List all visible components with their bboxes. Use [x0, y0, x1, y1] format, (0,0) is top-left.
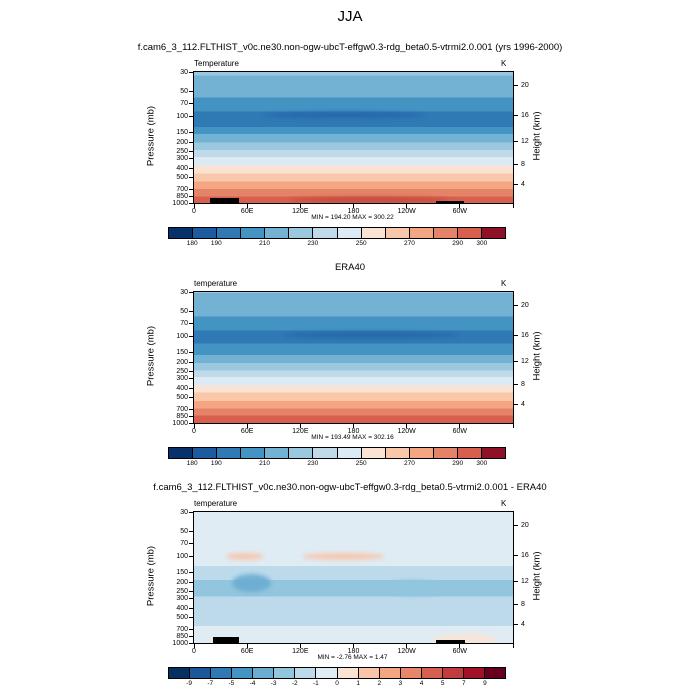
longitude-tick-label: 60E: [240, 208, 254, 215]
colorbar-box: [400, 668, 421, 678]
colorbar-difference: [168, 667, 506, 693]
height-tick-label: 12: [521, 578, 529, 585]
field-label: Temperature: [194, 59, 239, 68]
colorbar-box: [312, 448, 336, 458]
height-tick: [513, 335, 518, 336]
colorbar-box: [457, 228, 481, 238]
units-label: K: [501, 499, 507, 508]
panel-title: f.cam6_3_112.FLTHIST_v0c.ne30.non-ogw-ubcT-effgw0.3-rdg_beta0.5-vtrmi2.0.001 - ERA40: [153, 482, 547, 493]
colorbar-boxes: [168, 227, 506, 239]
colorbar-box: [337, 228, 361, 238]
pressure-tick-label: 70: [180, 540, 188, 548]
colorbar-box: [409, 228, 433, 238]
colorbar-tick-label: -1: [312, 680, 319, 687]
longitude-tick-label: 60E: [240, 428, 254, 435]
colorbar-tick-label: 190: [210, 240, 222, 247]
height-tick-label: 8: [521, 380, 525, 388]
height-tick-label: 20: [521, 302, 529, 310]
pressure-tick-label: 700: [176, 186, 188, 194]
longitude-tick-label: 0: [192, 648, 196, 655]
colorbar-box: [210, 668, 231, 678]
pressure-tick-label: 250: [176, 367, 188, 375]
pressure-tick: [189, 388, 194, 389]
pressure-tick: [189, 629, 194, 630]
pressure-tick-label: 1000: [172, 419, 188, 427]
colorbar-tick-label: -3: [270, 680, 277, 687]
colorbar-box: [264, 448, 288, 458]
pressure-tick: [189, 397, 194, 398]
pressure-tick: [189, 409, 194, 410]
colorbar-model: [168, 227, 506, 253]
pressure-axis-title: Pressure (mb): [145, 325, 157, 387]
pressure-tick: [189, 168, 194, 169]
height-tick: [513, 384, 518, 385]
pressure-axis-title: Pressure (mb): [145, 105, 157, 167]
height-tick-label: 4: [521, 401, 525, 409]
units-label: K: [501, 279, 507, 288]
surface-terrain-marker: [213, 637, 239, 643]
pressure-tick-label: 400: [176, 385, 188, 393]
colorbar-tick-label: 4: [419, 680, 424, 687]
anomaly-blob: [385, 580, 442, 596]
colorbar-box: [433, 228, 457, 238]
colorbar-tick-label: -4: [249, 680, 256, 687]
colorbar-box: [192, 448, 216, 458]
pressure-tick-label: 500: [176, 173, 188, 181]
colorbar-box: [169, 668, 189, 678]
pressure-tick: [189, 196, 194, 197]
pressure-tick: [189, 531, 194, 532]
colorbar-box: [231, 668, 252, 678]
pressure-tick-label: 50: [180, 527, 188, 535]
pressure-tick: [189, 72, 194, 73]
height-tick: [513, 555, 518, 556]
colorbar-tick-label: -5: [228, 680, 235, 687]
anomaly-blob: [232, 574, 270, 592]
units-label: K: [501, 59, 507, 68]
pressure-tick: [189, 177, 194, 178]
colorbar-tick-label: 5: [440, 680, 445, 687]
colorbar-box: [216, 228, 240, 238]
pressure-tick-label: 30: [180, 288, 188, 296]
pressure-tick-label: 30: [180, 508, 188, 516]
colorbar-box: [361, 448, 385, 458]
pressure-tick: [189, 189, 194, 190]
colorbar-box: [216, 448, 240, 458]
colorbar-box: [189, 668, 210, 678]
pressure-tick-label: 200: [176, 139, 188, 147]
colorbar-box: [433, 448, 457, 458]
anomaly-blob: [283, 332, 458, 338]
colorbar-tick-label: 290: [452, 460, 464, 467]
field-label: temperature: [194, 499, 238, 508]
longitude-tick-label: 0: [192, 208, 196, 215]
height-tick-label: 4: [521, 621, 525, 629]
colorbar-box: [169, 448, 192, 458]
longitude-tick-label: 120E: [292, 208, 309, 215]
plot-area-model: [172, 68, 529, 215]
colorbar-box: [315, 668, 336, 678]
contour-fill: [194, 292, 513, 423]
colorbar-tick-label: 180: [186, 240, 198, 247]
colorbar-tick-label: 290: [452, 240, 464, 247]
colorbar-box: [385, 228, 409, 238]
colorbar-tick-label: 270: [403, 460, 415, 467]
colorbar-box: [264, 228, 288, 238]
height-tick-label: 16: [521, 112, 529, 120]
pressure-tick: [189, 591, 194, 592]
longitude-tick-label: 60E: [240, 648, 254, 655]
colorbar-tick-label: 210: [259, 240, 270, 247]
pressure-tick-label: 200: [176, 359, 188, 367]
pressure-tick-label: 50: [180, 307, 188, 315]
pressure-tick-label: 100: [176, 333, 188, 341]
pressure-tick: [189, 142, 194, 143]
height-tick-label: 16: [521, 332, 529, 340]
colorbar-box: [337, 448, 361, 458]
pressure-tick: [189, 103, 194, 104]
colorbar-boxes: [168, 447, 506, 459]
anomaly-blob: [302, 553, 385, 560]
pressure-tick-label: 300: [176, 154, 188, 162]
pressure-tick: [189, 132, 194, 133]
pressure-tick-label: 150: [176, 128, 188, 136]
pressure-tick: [189, 556, 194, 557]
pressure-tick: [189, 352, 194, 353]
colorbar-tick-label: -7: [207, 680, 214, 687]
pressure-tick: [189, 323, 194, 324]
colorbar-tick-label: -9: [186, 680, 193, 687]
pressure-tick-label: 250: [176, 147, 188, 155]
height-tick: [513, 164, 518, 165]
pressure-tick-label: 700: [176, 406, 188, 414]
colorbar-box: [409, 448, 433, 458]
contour-fill: [194, 72, 513, 203]
min-max-stats: MIN = 193.49 MAX = 302.16: [311, 434, 394, 441]
pressure-tick: [189, 543, 194, 544]
height-tick: [513, 85, 518, 86]
min-max-stats: MIN = -2.76 MAX = 1.47: [317, 654, 388, 661]
panel-title: ERA40: [334, 262, 366, 273]
pressure-tick-label: 150: [176, 568, 188, 576]
pressure-tick: [189, 636, 194, 637]
pressure-tick: [189, 91, 194, 92]
pressure-tick-label: 850: [176, 193, 188, 201]
pressure-tick-label: 70: [180, 100, 188, 108]
pressure-tick-label: 50: [180, 87, 188, 95]
plot-area-difference: [172, 508, 529, 655]
anomaly-blob: [264, 112, 424, 118]
pressure-tick: [189, 116, 194, 117]
colorbar-box: [294, 668, 315, 678]
height-tick-label: 8: [521, 600, 525, 608]
height-tick-label: 8: [521, 160, 525, 168]
colorbar-tick-label: 180: [186, 460, 198, 467]
colorbar-box: [421, 668, 442, 678]
longitude-tick-label: 180: [347, 428, 360, 435]
colorbar-box: [379, 668, 400, 678]
pressure-tick: [189, 336, 194, 337]
pressure-tick: [189, 311, 194, 312]
colorbar-box: [288, 228, 312, 238]
pressure-tick-label: 70: [180, 320, 188, 328]
longitude-tick-label: 120E: [292, 648, 309, 655]
pressure-tick: [189, 292, 194, 293]
longitude-tick-label: 60W: [452, 208, 468, 215]
height-tick: [513, 525, 518, 526]
height-tick-label: 16: [521, 552, 529, 560]
plot-area-era40: [172, 288, 529, 435]
surface-terrain-marker: [210, 198, 239, 203]
pressure-tick-label: 500: [176, 393, 188, 401]
pressure-tick: [189, 158, 194, 159]
colorbar-box: [361, 228, 385, 238]
pressure-tick-label: 850: [176, 413, 188, 421]
height-tick: [513, 141, 518, 142]
longitude-tick: [513, 643, 514, 648]
pressure-tick-label: 700: [176, 626, 188, 634]
colorbar-boxes: [168, 667, 506, 679]
contour-fill: [194, 512, 513, 643]
pressure-tick: [189, 416, 194, 417]
colorbar-box: [442, 668, 463, 678]
colorbar-era40: [168, 447, 506, 473]
longitude-tick-label: 60W: [452, 648, 468, 655]
longitude-tick-label: 180: [347, 208, 360, 215]
height-tick-label: 4: [521, 181, 525, 189]
pressure-tick-label: 100: [176, 113, 188, 121]
height-tick-label: 20: [521, 522, 529, 530]
pressure-tick-label: 300: [176, 594, 188, 602]
colorbar-tick-label: 300: [476, 460, 488, 467]
colorbar-box: [252, 668, 273, 678]
pressure-tick-label: 500: [176, 613, 188, 621]
colorbar-tick-label: 230: [307, 460, 319, 467]
colorbar-tick-label: 210: [259, 460, 270, 467]
anomaly-blob: [290, 197, 450, 203]
colorbar-box: [169, 228, 192, 238]
pressure-tick-label: 400: [176, 605, 188, 613]
pressure-tick-label: 1000: [172, 199, 188, 207]
colorbar-box: [240, 448, 264, 458]
colorbar-box: [358, 668, 379, 678]
colorbar-tick-label: 300: [476, 240, 488, 247]
colorbar-tick-label: 1: [356, 680, 360, 687]
longitude-tick-label: 120W: [397, 648, 416, 655]
colorbar-tick-label: 270: [403, 240, 415, 247]
longitude-tick-label: 120E: [292, 428, 309, 435]
colorbar-box: [481, 228, 505, 238]
height-tick-label: 12: [521, 358, 529, 365]
pressure-tick: [189, 362, 194, 363]
colorbar-tick-label: 9: [483, 680, 487, 687]
height-tick: [513, 624, 518, 625]
height-axis-title: Height (km): [531, 331, 543, 381]
colorbar-tick-label: 7: [461, 680, 466, 687]
height-axis-title: Height (km): [531, 551, 543, 601]
pressure-tick-label: 250: [176, 587, 188, 595]
surface-terrain-marker: [436, 640, 465, 643]
colorbar-tick-label: 2: [377, 680, 382, 687]
panel-difference: [0, 482, 700, 697]
pressure-tick: [189, 572, 194, 573]
panel-model: [0, 42, 700, 257]
colorbar-tick-label: 0: [335, 680, 339, 687]
panel-title: f.cam6_3_112.FLTHIST_v0c.ne30.non-ogw-ubcT-effgw0.3-rdg_beta0.5-vtrmi2.0.001 (yrs 1996-2000): [137, 42, 563, 53]
pressure-tick: [189, 371, 194, 372]
colorbar-box: [481, 448, 505, 458]
colorbar-box: [312, 228, 336, 238]
pressure-tick-label: 150: [176, 348, 188, 356]
longitude-tick-label: 120W: [397, 208, 416, 215]
longitude-tick: [513, 423, 514, 428]
height-tick: [513, 604, 518, 605]
height-tick-label: 12: [521, 138, 529, 145]
colorbar-box: [385, 448, 409, 458]
pressure-tick: [189, 151, 194, 152]
panel-era40: [0, 262, 700, 477]
pressure-tick: [189, 582, 194, 583]
pressure-tick-label: 100: [176, 553, 188, 561]
height-tick-label: 20: [521, 82, 529, 90]
page-title: JJA: [337, 8, 363, 25]
height-tick: [513, 361, 518, 362]
colorbar-box: [192, 228, 216, 238]
pressure-tick: [189, 608, 194, 609]
pressure-axis-title: Pressure (mb): [145, 545, 157, 607]
pressure-tick: [189, 378, 194, 379]
colorbar-tick-label: 190: [210, 460, 222, 467]
pressure-tick: [189, 512, 194, 513]
pressure-tick-label: 400: [176, 165, 188, 173]
height-axis-title: Height (km): [531, 111, 543, 161]
colorbar-box: [484, 668, 505, 678]
colorbar-box: [337, 668, 358, 678]
pressure-tick: [189, 617, 194, 618]
colorbar-box: [288, 448, 312, 458]
anomaly-blob: [226, 553, 264, 560]
colorbar-tick-label: -2: [291, 680, 298, 687]
pressure-tick-label: 1000: [172, 639, 188, 647]
colorbar-box: [273, 668, 294, 678]
longitude-tick-label: 120W: [397, 428, 416, 435]
min-max-stats: MIN = 194.20 MAX = 300.22: [311, 214, 394, 221]
colorbar-tick-label: 250: [355, 240, 367, 247]
longitude-tick-label: 60W: [452, 428, 468, 435]
pressure-tick-label: 30: [180, 68, 188, 76]
pressure-tick-label: 200: [176, 579, 188, 587]
colorbar-box: [457, 448, 481, 458]
height-tick: [513, 305, 518, 306]
height-tick: [513, 581, 518, 582]
height-tick: [513, 184, 518, 185]
colorbar-tick-label: 250: [355, 460, 367, 467]
longitude-tick-label: 0: [192, 428, 196, 435]
pressure-tick: [189, 598, 194, 599]
colorbar-box: [240, 228, 264, 238]
longitude-tick-label: 180: [347, 648, 360, 655]
pressure-tick-label: 300: [176, 374, 188, 382]
colorbar-box: [463, 668, 484, 678]
field-label: temperature: [194, 279, 238, 288]
height-tick: [513, 404, 518, 405]
height-tick: [513, 115, 518, 116]
pressure-tick-label: 850: [176, 633, 188, 641]
longitude-tick: [513, 203, 514, 208]
colorbar-tick-label: 230: [307, 240, 319, 247]
colorbar-tick-label: 3: [398, 680, 403, 687]
